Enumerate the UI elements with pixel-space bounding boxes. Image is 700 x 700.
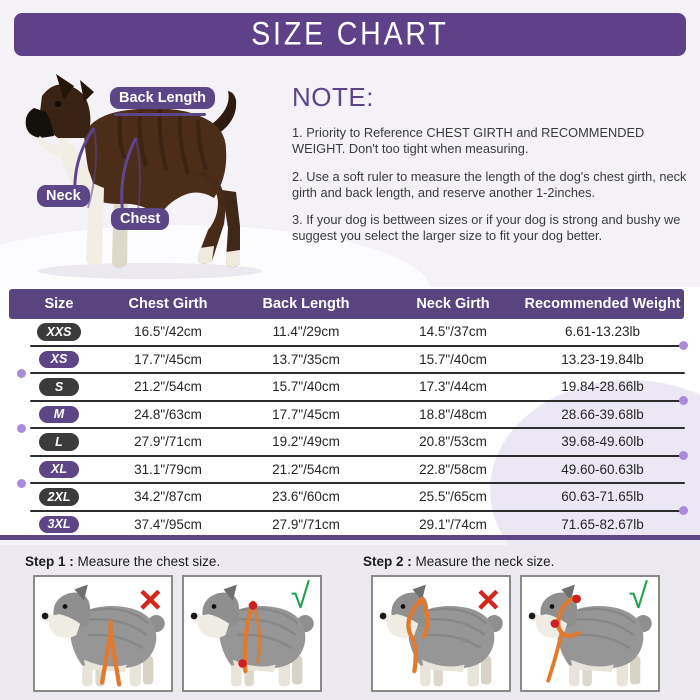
back-length-measure-line <box>114 113 206 116</box>
note-item-2: 2. Use a soft ruler to measure the length of the dog's chest girth, neck girth and back length, and reserve another 1-2inches. <box>292 168 687 200</box>
neck-girth-value: 17.3"/44cm <box>419 379 487 395</box>
divider-dot <box>679 341 688 350</box>
recommended-weight-value: 28.66-39.68lb <box>561 406 644 422</box>
step2-frames <box>371 575 660 692</box>
step1-wrong-photo <box>33 575 173 692</box>
chest-girth-value: 24.8"/63cm <box>134 406 202 422</box>
recommended-weight-value: 39.68-49.60lb <box>561 434 644 450</box>
size-badge: L <box>39 433 79 451</box>
chest-girth-value: 21.2"/54cm <box>134 379 202 395</box>
column-header-size: Size <box>44 296 74 312</box>
back-length-value: 13.7"/35cm <box>272 351 340 367</box>
back-length-value: 17.7"/45cm <box>272 406 340 422</box>
step1-frames <box>33 575 322 692</box>
row-divider <box>30 400 685 402</box>
back-length-label: Back Length <box>110 87 215 109</box>
step2-block <box>363 554 660 692</box>
divider-dot <box>679 396 688 405</box>
back-length-value: 15.7"/40cm <box>272 379 340 395</box>
recommended-weight-value: 13.23-19.84lb <box>561 351 644 367</box>
recommended-weight-value: 6.61-13.23lb <box>564 324 641 340</box>
size-badge: M <box>39 406 79 424</box>
page-title-banner <box>14 13 686 56</box>
note-item-1: 1. Priority to Reference CHEST GIRTH and RECOMMENDED WEIGHT. Don't too tight when measuring. <box>292 125 645 156</box>
chest-girth-value: 17.7"/45cm <box>134 351 202 367</box>
recommended-weight-value: 60.63-71.65lb <box>561 489 644 505</box>
row-divider <box>30 345 685 347</box>
back-length-value: 11.4"/29cm <box>272 324 340 340</box>
row-divider <box>30 427 685 429</box>
table-header-row <box>9 289 684 319</box>
table-row-s <box>0 374 700 400</box>
chest-label: Chest <box>111 208 169 230</box>
step2-label-bold: Step 2 : <box>363 554 412 569</box>
row-divider <box>30 455 685 457</box>
neck-girth-value: 14.5"/37cm <box>419 324 487 340</box>
row-divider <box>30 482 685 484</box>
neck-girth-value: 20.8"/53cm <box>419 434 487 450</box>
step2-label-text: Measure the neck size. <box>415 554 555 569</box>
wrong-mark-icon: × <box>476 578 500 622</box>
table-row-xs <box>0 347 700 373</box>
divider-dot <box>679 451 688 460</box>
size-badge: 3XL <box>39 516 80 534</box>
note-section <box>292 82 694 244</box>
step2-wrong-photo <box>371 575 511 692</box>
step1-label-bold: Step 1 : <box>25 554 74 569</box>
column-header-back-length: Back Length <box>262 296 350 312</box>
back-length-value: 21.2"/54cm <box>272 461 340 477</box>
step1-block <box>25 554 322 692</box>
size-badge: XS <box>39 351 79 369</box>
check-mark-icon: √ <box>628 577 648 616</box>
step2-label <box>363 554 660 569</box>
page-title: SIZE CHART <box>251 16 449 52</box>
row-divider <box>30 372 685 374</box>
table-row-2xl <box>0 484 700 510</box>
divider-dot <box>17 424 26 433</box>
chest-girth-value: 31.1"/79cm <box>134 461 202 477</box>
row-divider <box>30 510 685 512</box>
neck-girth-value: 15.7"/40cm <box>419 351 487 367</box>
neck-girth-value: 25.5"/65cm <box>419 489 487 505</box>
measuring-steps-section <box>0 545 700 700</box>
column-header-recommended-weight: Recommended Weight <box>524 296 681 312</box>
wrong-mark-icon: × <box>138 578 162 622</box>
table-row-3xl <box>0 512 700 538</box>
chest-girth-value: 37.4"/95cm <box>134 516 202 532</box>
divider-dot <box>679 506 688 515</box>
table-row-m <box>0 402 700 428</box>
recommended-weight-value: 49.60-60.63lb <box>561 461 644 477</box>
step1-right-photo <box>182 575 322 692</box>
size-badge: XL <box>39 461 79 479</box>
column-header-chest-girth: Chest Girth <box>128 296 208 312</box>
column-header-neck-girth: Neck Girth <box>416 296 490 312</box>
divider-dot <box>17 369 26 378</box>
size-badge: S <box>39 378 79 396</box>
table-row-l <box>0 429 700 455</box>
size-badge: 2XL <box>39 488 80 506</box>
check-mark-icon: √ <box>290 577 310 616</box>
note-heading: NOTE: <box>292 82 374 112</box>
chest-girth-value: 16.5"/42cm <box>134 324 202 340</box>
note-item-3: 3. If your dog is bettween sizes or if your dog is strong and bushy we suggest you select the larger size to fit your dog better. <box>292 212 681 244</box>
chest-girth-value: 27.9"/71cm <box>134 434 202 450</box>
chest-girth-value: 34.2"/87cm <box>134 489 202 505</box>
step1-label-text: Measure the chest size. <box>77 554 221 569</box>
step1-label <box>25 554 322 569</box>
recommended-weight-value: 19.84-28.66lb <box>561 379 644 395</box>
table-row-xl <box>0 457 700 483</box>
dog-measurement-figure <box>0 58 288 288</box>
size-badge: XXS <box>37 323 80 341</box>
neck-girth-value: 29.1"/74cm <box>419 516 487 532</box>
neck-girth-value: 22.8"/58cm <box>419 461 487 477</box>
back-length-value: 19.2"/49cm <box>272 434 340 450</box>
divider-dot <box>17 479 26 488</box>
table-row-xxs <box>0 319 700 345</box>
recommended-weight-value: 71.65-82.67lb <box>561 516 644 532</box>
back-length-value: 27.9"/71cm <box>272 516 340 532</box>
step2-right-photo <box>520 575 660 692</box>
back-length-value: 23.6"/60cm <box>272 489 340 505</box>
size-table <box>0 287 700 540</box>
neck-girth-value: 18.8"/48cm <box>419 406 487 422</box>
neck-label: Neck <box>37 185 90 207</box>
table-body <box>0 319 700 537</box>
